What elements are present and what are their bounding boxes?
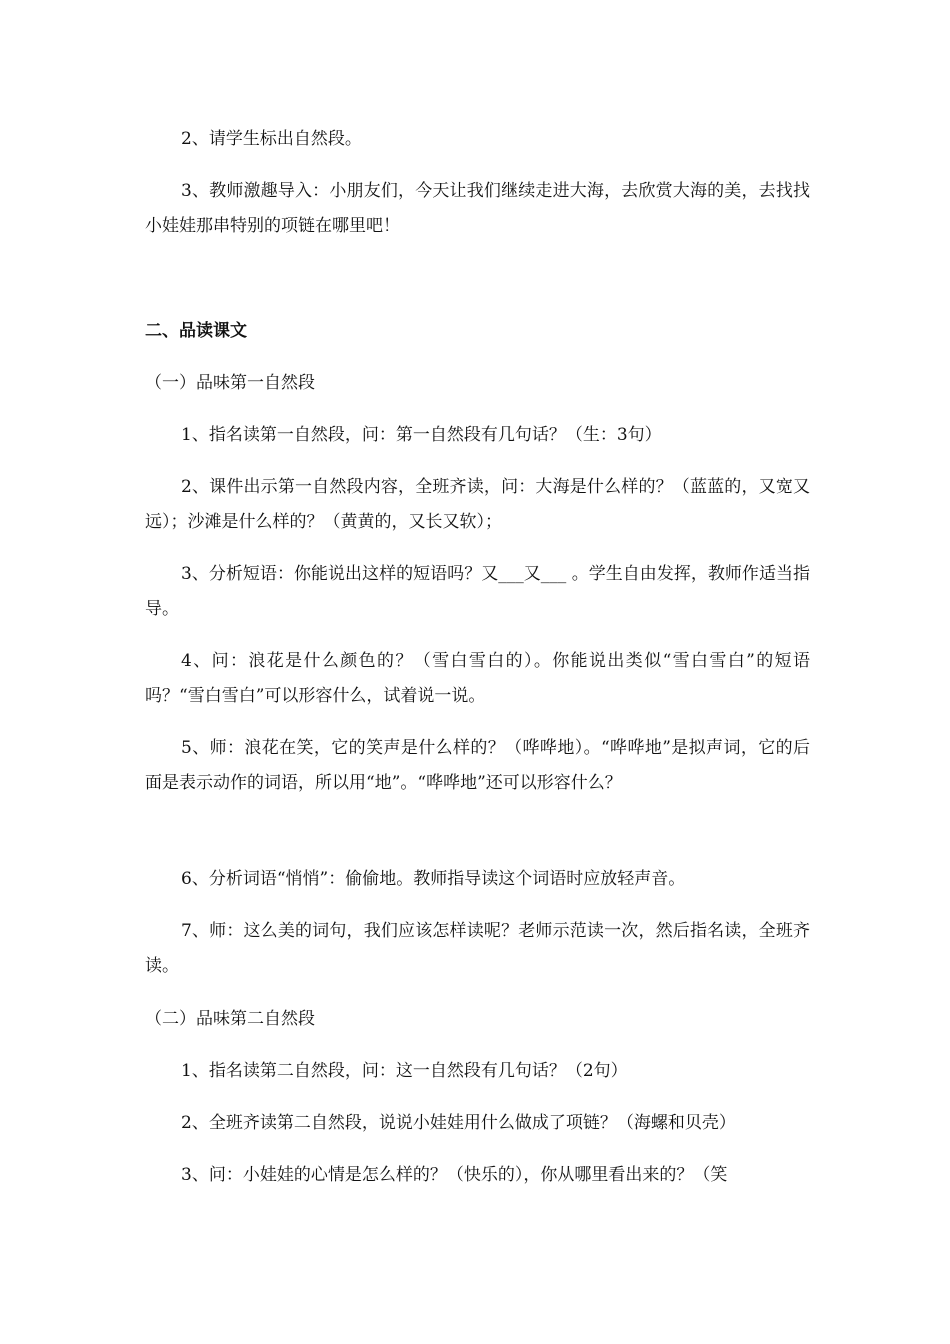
list-item: 2、全班齐读第二自然段，说说小娃娃用什么做成了项链？（海螺和贝壳） — [181, 1113, 736, 1133]
paragraph-intro-2: 2、请学生标出自然段。 — [181, 129, 362, 149]
list-item: 7、师：这么美的词句，我们应该怎样读呢？老师示范读一次，然后指名读，全班齐读。 — [145, 921, 810, 976]
list-item: 2、课件出示第一自然段内容，全班齐读，问：大海是什么样的？（蓝蓝的，又宽又远）；沙滩是什么样的？（黄黄的，又长又软）； — [145, 477, 810, 532]
list-item: 6、分析词语“悄悄”：偷偷地。教师指导读这个词语时应放轻声音。 — [181, 869, 686, 889]
list-item: 4、问：浪花是什么颜色的？（雪白雪白的）。你能说出类似“雪白雪白”的短语吗？“雪白雪白”可以形容什么，试着说一说。 — [145, 651, 810, 706]
list-item: 5、师：浪花在笑，它的笑声是什么样的？（哗哗地）。“哗哗地”是拟声词，它的后面是表示动作的词语，所以用“地”。“哗哗地”还可以形容什么？ — [145, 738, 810, 793]
subsection-heading-1: （一）品味第一自然段 — [145, 373, 315, 393]
list-item: 3、分析短语：你能说出这样的短语吗？又___又___ 。学生自由发挥，教师作适当指导。 — [145, 564, 810, 619]
paragraph-intro-3: 3、教师激趣导入：小朋友们，今天让我们继续走进大海，去欣赏大海的美，去找找小娃娃那串特别的项链在哪里吧！ — [145, 181, 810, 236]
subsection-heading-2: （二）品味第二自然段 — [145, 1009, 315, 1029]
section-heading: 二、品读课文 — [145, 321, 247, 341]
list-item: 1、指名读第一自然段，问：第一自然段有几句话？（生：3句） — [181, 425, 662, 445]
list-item: 1、指名读第二自然段，问：这一自然段有几句话？（2句） — [181, 1061, 628, 1081]
list-item: 3、问：小娃娃的心情是怎么样的？（快乐的），你从哪里看出来的？（笑 — [181, 1165, 728, 1185]
